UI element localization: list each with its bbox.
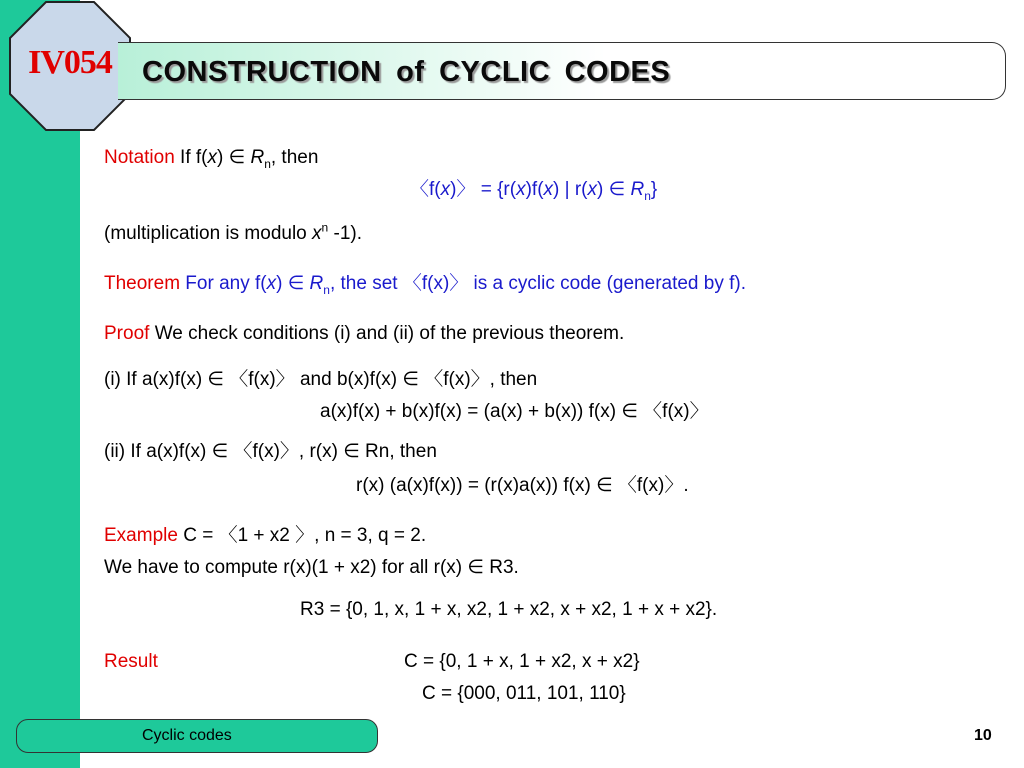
proof-label: Proof <box>104 323 150 344</box>
theorem-line: Theorem For any f(x) ∈ $R_n$, the set 〈f(x)〉 is a cyclic code (generated by f). <box>104 273 747 297</box>
result-codewords: C = {000, 011, 101, 110} <box>422 683 626 704</box>
definition-line: 〈f(x)〉 = {r(x)f(x) | r(x) ∈ $R_n$} <box>410 179 658 203</box>
theorem-label: Theorem <box>104 273 181 294</box>
condition-i-line1: (i) If a(x)f(x) ∈ 〈f(x)〉 and b(x)f(x) ∈ 〈f(x)〉, then <box>104 369 538 390</box>
example-label: Example <box>104 525 178 546</box>
r3-set-line: R3 = {0, 1, x, 1 + x, x2, 1 + x2, x + x2, 1 + x + x2}. <box>300 599 718 620</box>
notation-label: Notation <box>104 147 175 168</box>
example-line: Example C = 〈1 + x2 〉, n = 3, q = 2. <box>104 525 427 546</box>
condition-ii-line1: (ii) If a(x)f(x) ∈ 〈f(x)〉, r(x) ∈ Rn, then <box>104 441 437 462</box>
footer-label: Cyclic codes <box>142 727 232 744</box>
page-number: 10 <box>974 727 992 744</box>
slide-title: CONSTRUCTION of CYCLIC CODES <box>142 56 671 88</box>
condition-ii-line2: r(x) (a(x)f(x)) = (r(x)a(x)) f(x) ∈ 〈f(x)〉. <box>356 475 689 496</box>
proof-line: Proof We check conditions (i) and (ii) of the previous theorem. <box>104 323 625 344</box>
example-compute-line: We have to compute r(x)(1 + x2) for all r(x) ∈ R3. <box>104 557 519 578</box>
condition-i-line2: a(x)f(x) + b(x)f(x) = (a(x) + b(x)) f(x) ∈ 〈f(x)〉 <box>320 401 709 422</box>
modulo-line: (multiplication is modulo $x^n$ -1). <box>104 220 362 244</box>
result-label: Result <box>104 651 158 672</box>
course-logo: IV054 <box>28 44 112 81</box>
result-polynomials: C = {0, 1 + x, 1 + x2, x + x2} <box>404 651 640 672</box>
notation-line: Notation If f(x) ∈ $R_n$, then <box>104 147 319 171</box>
